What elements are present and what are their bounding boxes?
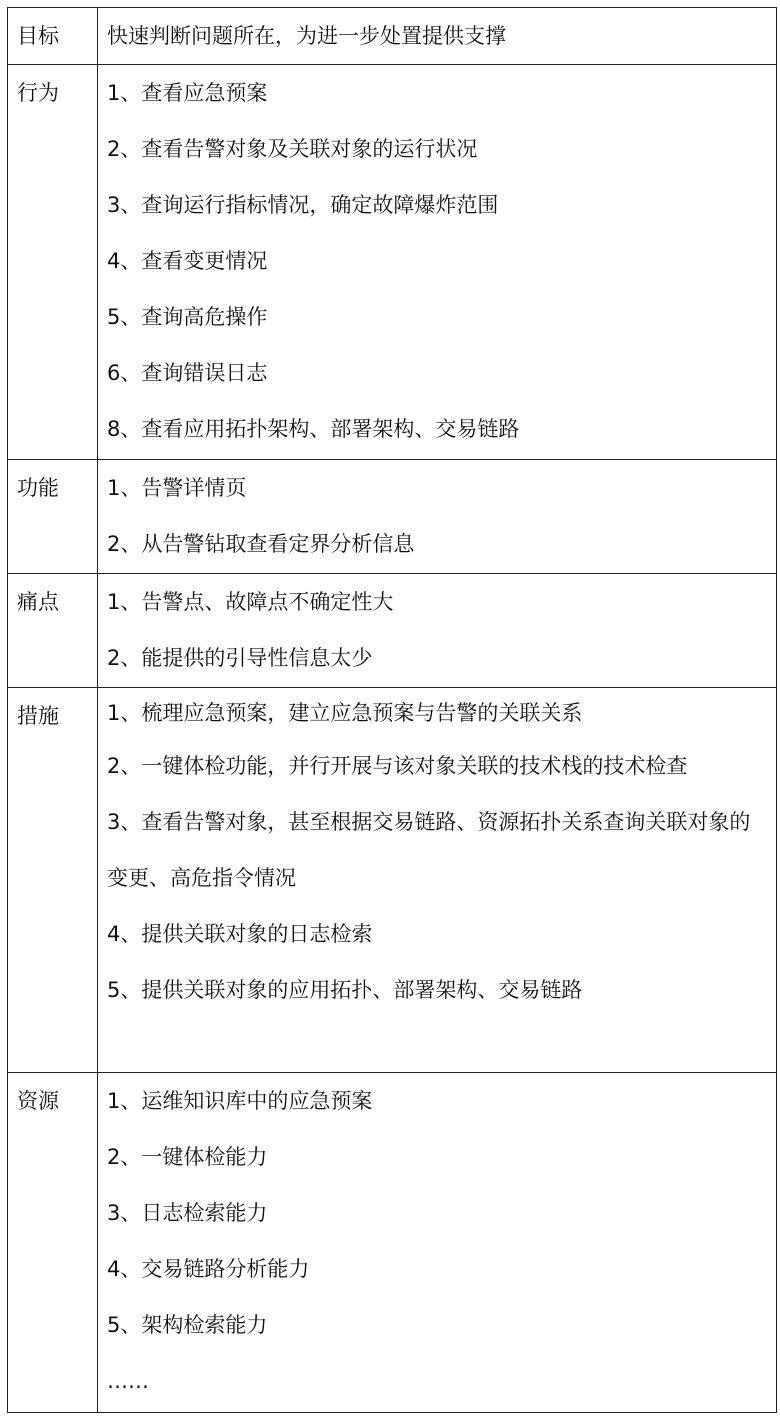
row-label-goal: 目标 (17, 24, 59, 48)
resource-item-2: 2、一键体检能力 (107, 1145, 268, 1169)
row-label-cell (8, 688, 98, 1073)
row-label-cell (8, 574, 98, 688)
row-label-pain-points: 痛点 (17, 590, 59, 614)
behavior-item-5: 5、查询高危操作 (107, 305, 268, 329)
goal-item-1: 快速判断问题所在，为进一步处置提供支撑 (107, 24, 506, 48)
resource-item-3: 3、日志检索能力 (107, 1201, 268, 1225)
table-row-resources (8, 1073, 777, 1413)
resource-item-5: 5、架构检索能力 (107, 1313, 268, 1337)
measure-item-2: 2、一键体检功能，并行开展与该对象关联的技术栈的技术检查 (107, 754, 688, 778)
table-row-behavior (8, 65, 777, 460)
row-label-measures: 措施 (17, 704, 59, 728)
measure-item-5: 5、提供关联对象的应用拓扑、部署架构、交易链路 (107, 978, 583, 1002)
row-content-cell (98, 65, 777, 460)
row-label-cell (8, 8, 98, 65)
row-label-cell (8, 1073, 98, 1413)
function-item-2: 2、从告警钻取查看定界分析信息 (107, 532, 415, 556)
behavior-item-1: 1、查看应急预案 (107, 81, 268, 105)
row-content-cell (98, 574, 777, 688)
row-label-cell (8, 65, 98, 460)
pain-item-1: 1、告警点、故障点不确定性大 (107, 590, 394, 614)
measure-item-3: 3、查看告警对象，甚至根据交易链路、资源拓扑关系查询关联对象的变更、高危指令情况 (107, 810, 751, 890)
resource-item-ellipsis: …… (107, 1369, 149, 1393)
row-label-cell (8, 460, 98, 574)
behavior-item-6: 6、查询错误日志 (107, 361, 268, 385)
pain-item-2: 2、能提供的引导性信息太少 (107, 646, 373, 670)
table-row-function (8, 460, 777, 574)
table-row-goal (8, 8, 777, 65)
behavior-item-8: 8、查看应用拓扑架构、部署架构、交易链路 (107, 417, 520, 441)
row-content-cell (98, 1073, 777, 1413)
resource-item-1: 1、运维知识库中的应急预案 (107, 1089, 373, 1113)
row-label-resources: 资源 (17, 1089, 59, 1113)
behavior-item-3: 3、查询运行指标情况，确定故障爆炸范围 (107, 193, 499, 217)
row-label-function: 功能 (17, 476, 59, 500)
function-item-1: 1、告警详情页 (107, 476, 247, 500)
behavior-item-2: 2、查看告警对象及关联对象的运行状况 (107, 137, 478, 161)
row-content-cell (98, 688, 777, 1073)
table-row-pain-points (8, 574, 777, 688)
table-row-measures (8, 688, 777, 1073)
resource-item-4: 4、交易链路分析能力 (107, 1257, 310, 1281)
behavior-item-4: 4、查看变更情况 (107, 249, 268, 273)
row-label-behavior: 行为 (17, 81, 59, 105)
measure-item-4: 4、提供关联对象的日志检索 (107, 922, 373, 946)
info-table (7, 7, 777, 1413)
row-content-cell (98, 8, 777, 65)
row-content-cell (98, 460, 777, 574)
measure-item-1: 1、梳理应急预案，建立应急预案与告警的关联关系 (107, 701, 583, 725)
